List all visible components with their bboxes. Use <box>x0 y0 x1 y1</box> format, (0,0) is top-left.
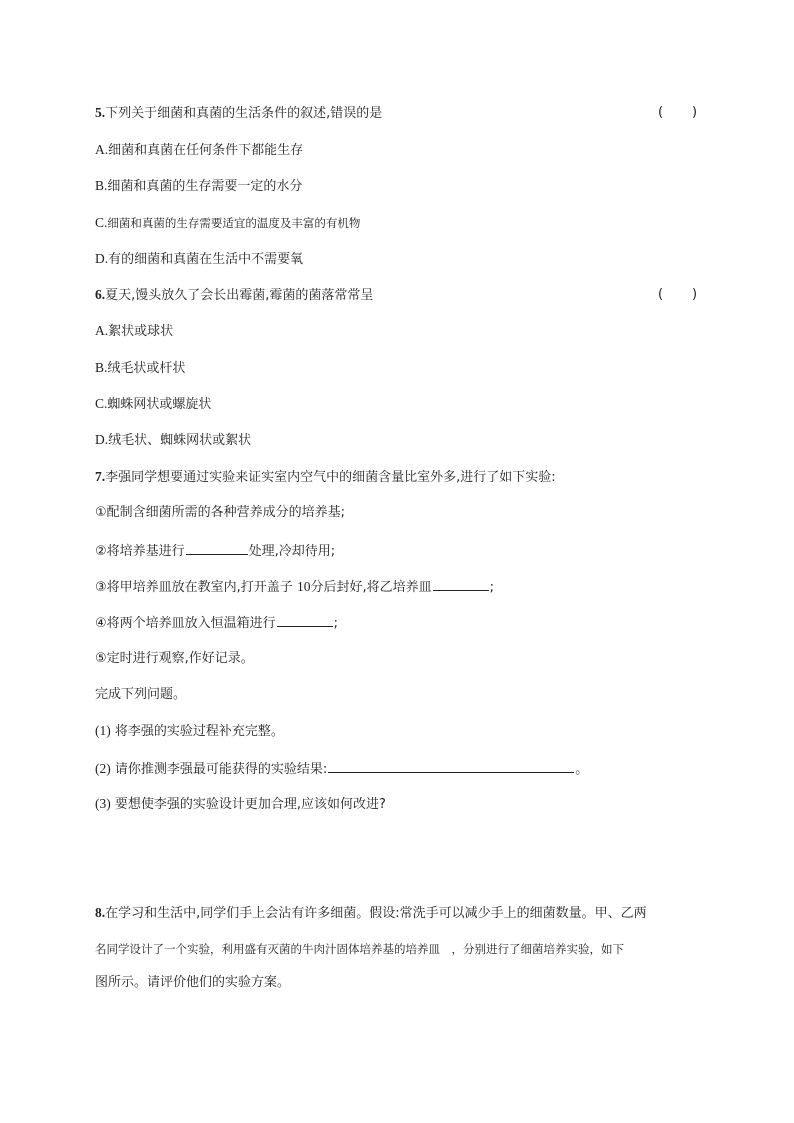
q5-option-a-text: 细菌和真菌在任何条件下都能生存 <box>108 143 304 158</box>
q6-option-c-letter: C. <box>95 396 108 411</box>
q6-option-b-text: 绒毛状或杆状 <box>107 361 186 376</box>
q7-number: 7. <box>95 469 106 484</box>
q7-sub-2 <box>95 759 588 779</box>
q6-option-c <box>95 395 211 414</box>
q7-sub-1-text: 将李强的实验过程补充完整。 <box>114 724 284 739</box>
q7-step-3-blank[interactable] <box>433 577 489 591</box>
q6-option-b <box>95 359 185 378</box>
q6-option-d <box>95 431 251 450</box>
q7-step-1: ①配制含细菌所需的各种营养成分的培养基; <box>95 505 346 520</box>
q7-sub-2-text-b: 。 <box>575 762 589 777</box>
q7-step-4-text-b: ; <box>333 616 339 631</box>
q7-sub-3 <box>95 795 386 814</box>
q5-option-d-text: 有的细菌和真菌在生活中不需要氧 <box>108 252 304 267</box>
q5-option-a <box>95 141 303 160</box>
q6-option-a <box>95 322 173 341</box>
q6-option-d-letter: D. <box>95 432 109 447</box>
q8-line-1-text: 在学习和生活中,同学们手上会沾有许多细菌。假设:常洗手可以减少手上的细菌数量。甲、乙两 <box>105 906 647 921</box>
q6-answer-paren: ( ) <box>658 287 698 302</box>
q7-step-3 <box>95 577 494 597</box>
q5-option-d <box>95 250 303 269</box>
q6-option-d-text: 绒毛状、蜘蛛网状或絮状 <box>108 433 252 448</box>
q5-option-a-letter: A. <box>95 142 109 157</box>
q7-sub-2-text-a: 请你推测李强最可能获得的实验结果: <box>114 762 328 777</box>
q7-step-3-text-b: 分后封好,将乙培养皿 <box>310 580 432 595</box>
q6-option-a-text: 絮状或球状 <box>108 324 174 339</box>
q7-sub-3-text: 要想使李强的实验设计更加合理,应该如何改进? <box>114 797 386 812</box>
q8-line-2: 名同学设计了一个实验，利用盛有灭菌的牛肉汁固体培养基的培养皿 ，分别进行了细菌培养实验，如下 <box>95 942 624 956</box>
q7-step-3-text-a: ③将甲培养皿放在教室内,打开盖子 <box>95 580 293 595</box>
q8-line-3: 图所示。请评价他们的实验方案。 <box>95 975 291 990</box>
q6-option-c-text: 蜘蛛网状或螺旋状 <box>107 397 212 412</box>
q7-step-3-text-c: ; <box>489 580 494 595</box>
q7-step-3-minutes: 10 <box>296 579 311 594</box>
q8-line-1 <box>95 904 647 923</box>
q7-task: 完成下列问题。 <box>95 687 187 702</box>
q7-sub-2-number: (2) <box>95 761 111 776</box>
q8-number: 8. <box>95 905 106 920</box>
q5-number: 5. <box>95 105 106 120</box>
q7-stem <box>95 468 556 487</box>
q7-sub-1 <box>95 722 284 741</box>
q7-step-2-blank[interactable] <box>186 541 248 555</box>
q5-option-c-text: 细菌和真菌的生存需要适宜的温度及丰富的有机物 <box>107 216 361 230</box>
q5-option-b <box>95 177 302 196</box>
q7-step-4-blank[interactable] <box>277 613 333 627</box>
q7-stem-text: 李强同学想要通过实验来证实室内空气中的细菌含量比室外多,进行了如下实验: <box>105 470 556 485</box>
q7-sub-2-blank[interactable] <box>328 759 574 773</box>
q7-step-4-text-a: ④将两个培养皿放入恒温箱进行 <box>95 616 276 631</box>
q5-stem-text: 下列关于细菌和真菌的生活条件的叙述,错误的是 <box>105 106 383 121</box>
q7-step-2 <box>95 541 335 561</box>
q7-step-5: ⑤定时进行观察,作好记录。 <box>95 651 254 666</box>
q6-stem-text: 夏天,馒头放久了会长出霉菌,霉菌的菌落常常呈 <box>105 288 374 303</box>
q6-number: 6. <box>95 287 106 302</box>
q5-option-b-letter: B. <box>95 178 108 193</box>
q7-step-2-text-b: 处理,冷却待用; <box>248 544 336 559</box>
q7-step-2-text-a: ②将培养基进行 <box>95 544 185 559</box>
q5-option-c-letter: C. <box>95 215 108 230</box>
q5-option-d-letter: D. <box>95 251 109 266</box>
q5-option-b-text: 细菌和真菌的生存需要一定的水分 <box>107 179 303 194</box>
q7-sub-3-number: (3) <box>95 796 111 811</box>
q6-option-a-letter: A. <box>95 323 109 338</box>
q7-sub-1-number: (1) <box>95 723 111 738</box>
q6-stem <box>95 286 373 305</box>
q6-option-b-letter: B. <box>95 360 108 375</box>
q7-step-4 <box>95 613 338 633</box>
q5-answer-paren: ( ) <box>658 105 698 120</box>
q5-stem <box>95 104 382 123</box>
q5-option-c <box>95 214 360 233</box>
